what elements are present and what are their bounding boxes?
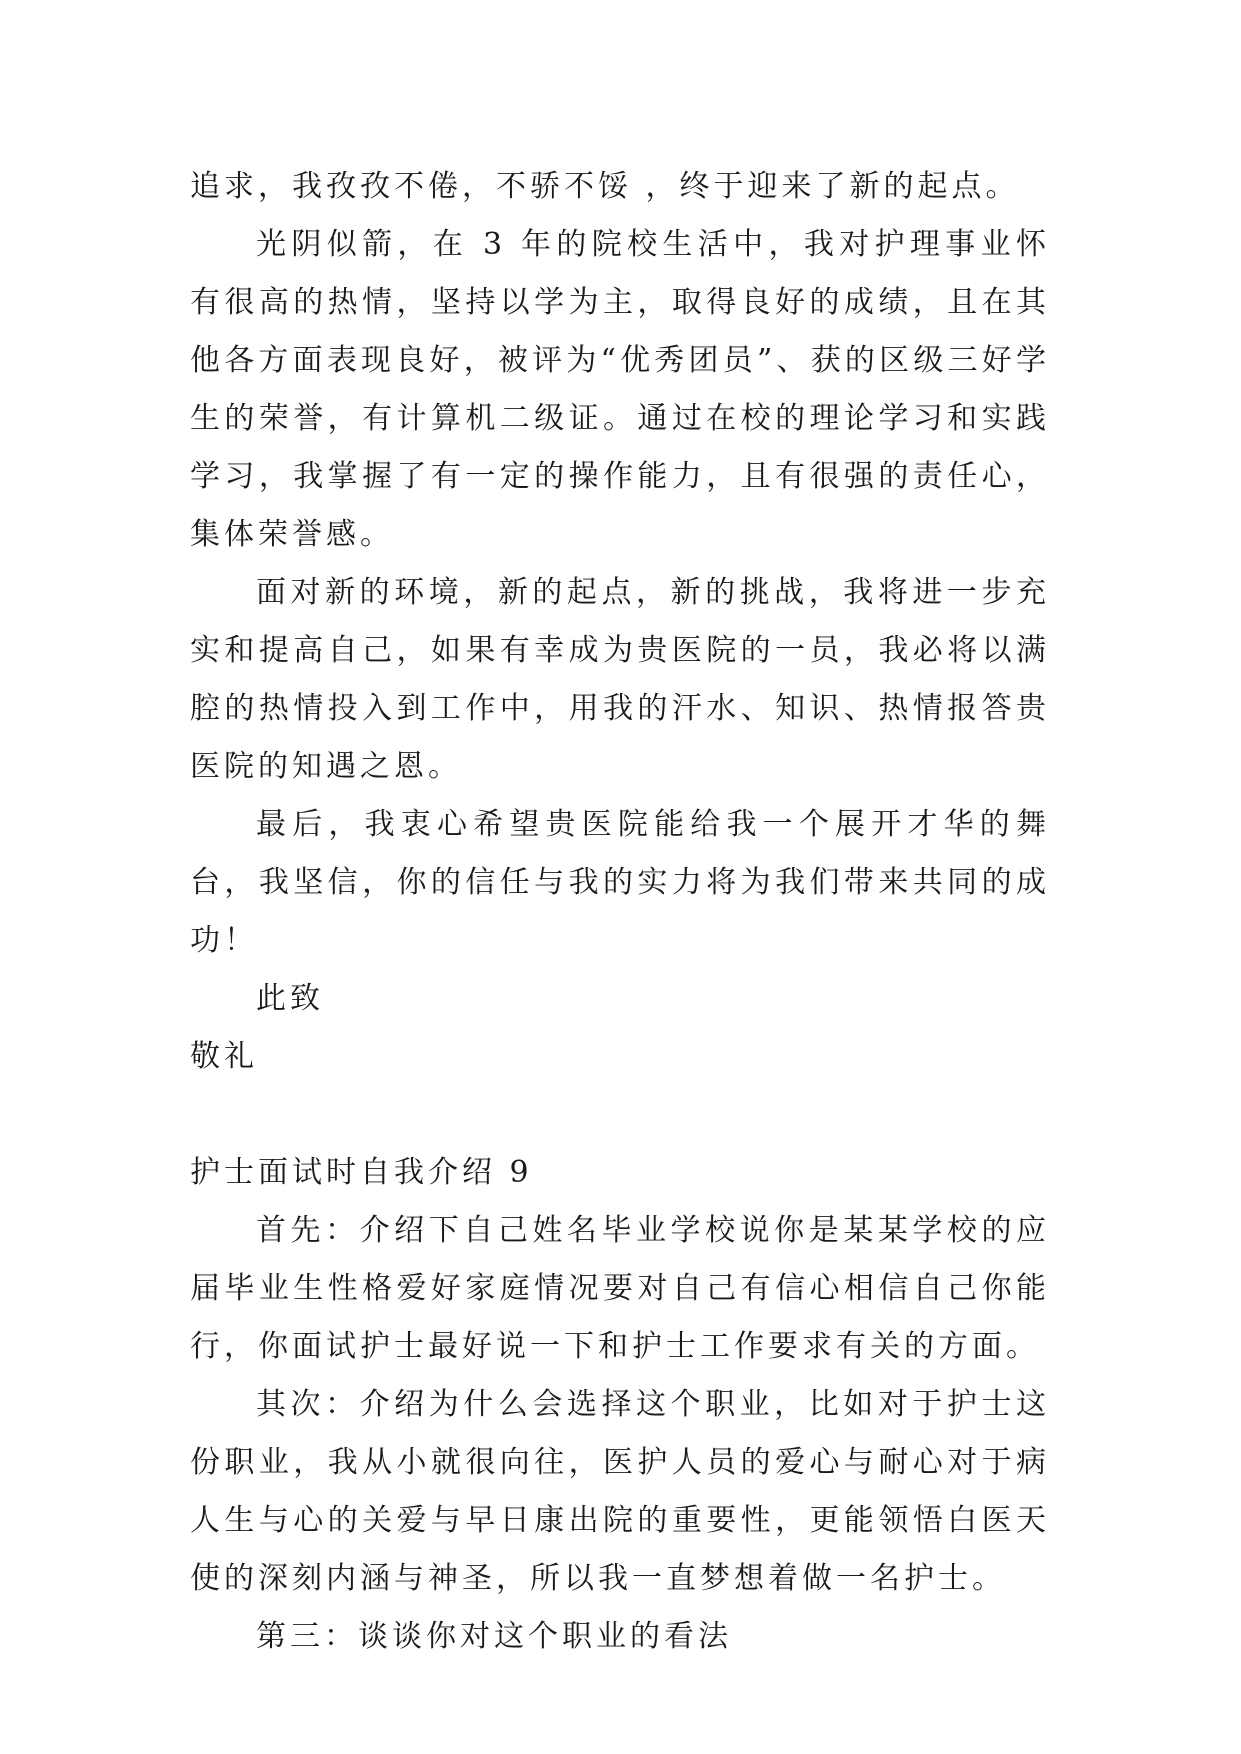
section-title: 护士面试时自我介绍 9 <box>190 1155 533 1190</box>
salutation-jingli: 敬礼 <box>190 1039 258 1074</box>
document-body <box>190 158 1050 1666</box>
paragraph-closing-hope: 最后，我衷心希望贵医院能给我一个展开才华的舞台，我坚信，你的信任与我的实力将为我们带来共同的成功！ <box>190 807 1050 958</box>
section-gap <box>190 1086 1050 1144</box>
paragraph-continuation: 追求，我孜孜不倦，不骄不馁 ，终于迎来了新的起点。 <box>190 169 1020 204</box>
paragraph-first-intro: 首先：介绍下自己姓名毕业学校说你是某某学校的应届毕业生性格爱好家庭情况要对自己有信心相信自己你能行，你面试护士最好说一下和护士工作要求有关的方面。 <box>190 1213 1050 1364</box>
paragraph-third-view: 第三：谈谈你对这个职业的看法 <box>256 1619 732 1654</box>
paragraph-school-life: 光阴似箭，在 3 年的院校生活中，我对护理事业怀有很高的热情，坚持以学为主，取得良好的成绩，且在其他各方面表现良好，被评为“优秀团员”、获的区级三好学生的荣誉，有计算机二级证。通过在校的理论学习和实践学习，我掌握了有一定的操作能力，且有很强的责任心，集体荣誉感。 <box>190 227 1050 552</box>
paragraph-second-reason: 其次：介绍为什么会选择这个职业，比如对于护士这份职业，我从小就很向往，医护人员的爱心与耐心对于病人生与心的关爱与早日康出院的重要性，更能领悟白医天使的深刻内涵与神圣，所以我一直梦想着做一名护士。 <box>190 1387 1050 1596</box>
paragraph-new-challenge: 面对新的环境，新的起点，新的挑战，我将进一步充实和提高自己，如果有幸成为贵医院的一员，我必将以满腔的热情投入到工作中，用我的汗水、知识、热情报答贵医院的知遇之恩。 <box>190 575 1050 784</box>
salutation-cizhi: 此致 <box>256 981 324 1016</box>
